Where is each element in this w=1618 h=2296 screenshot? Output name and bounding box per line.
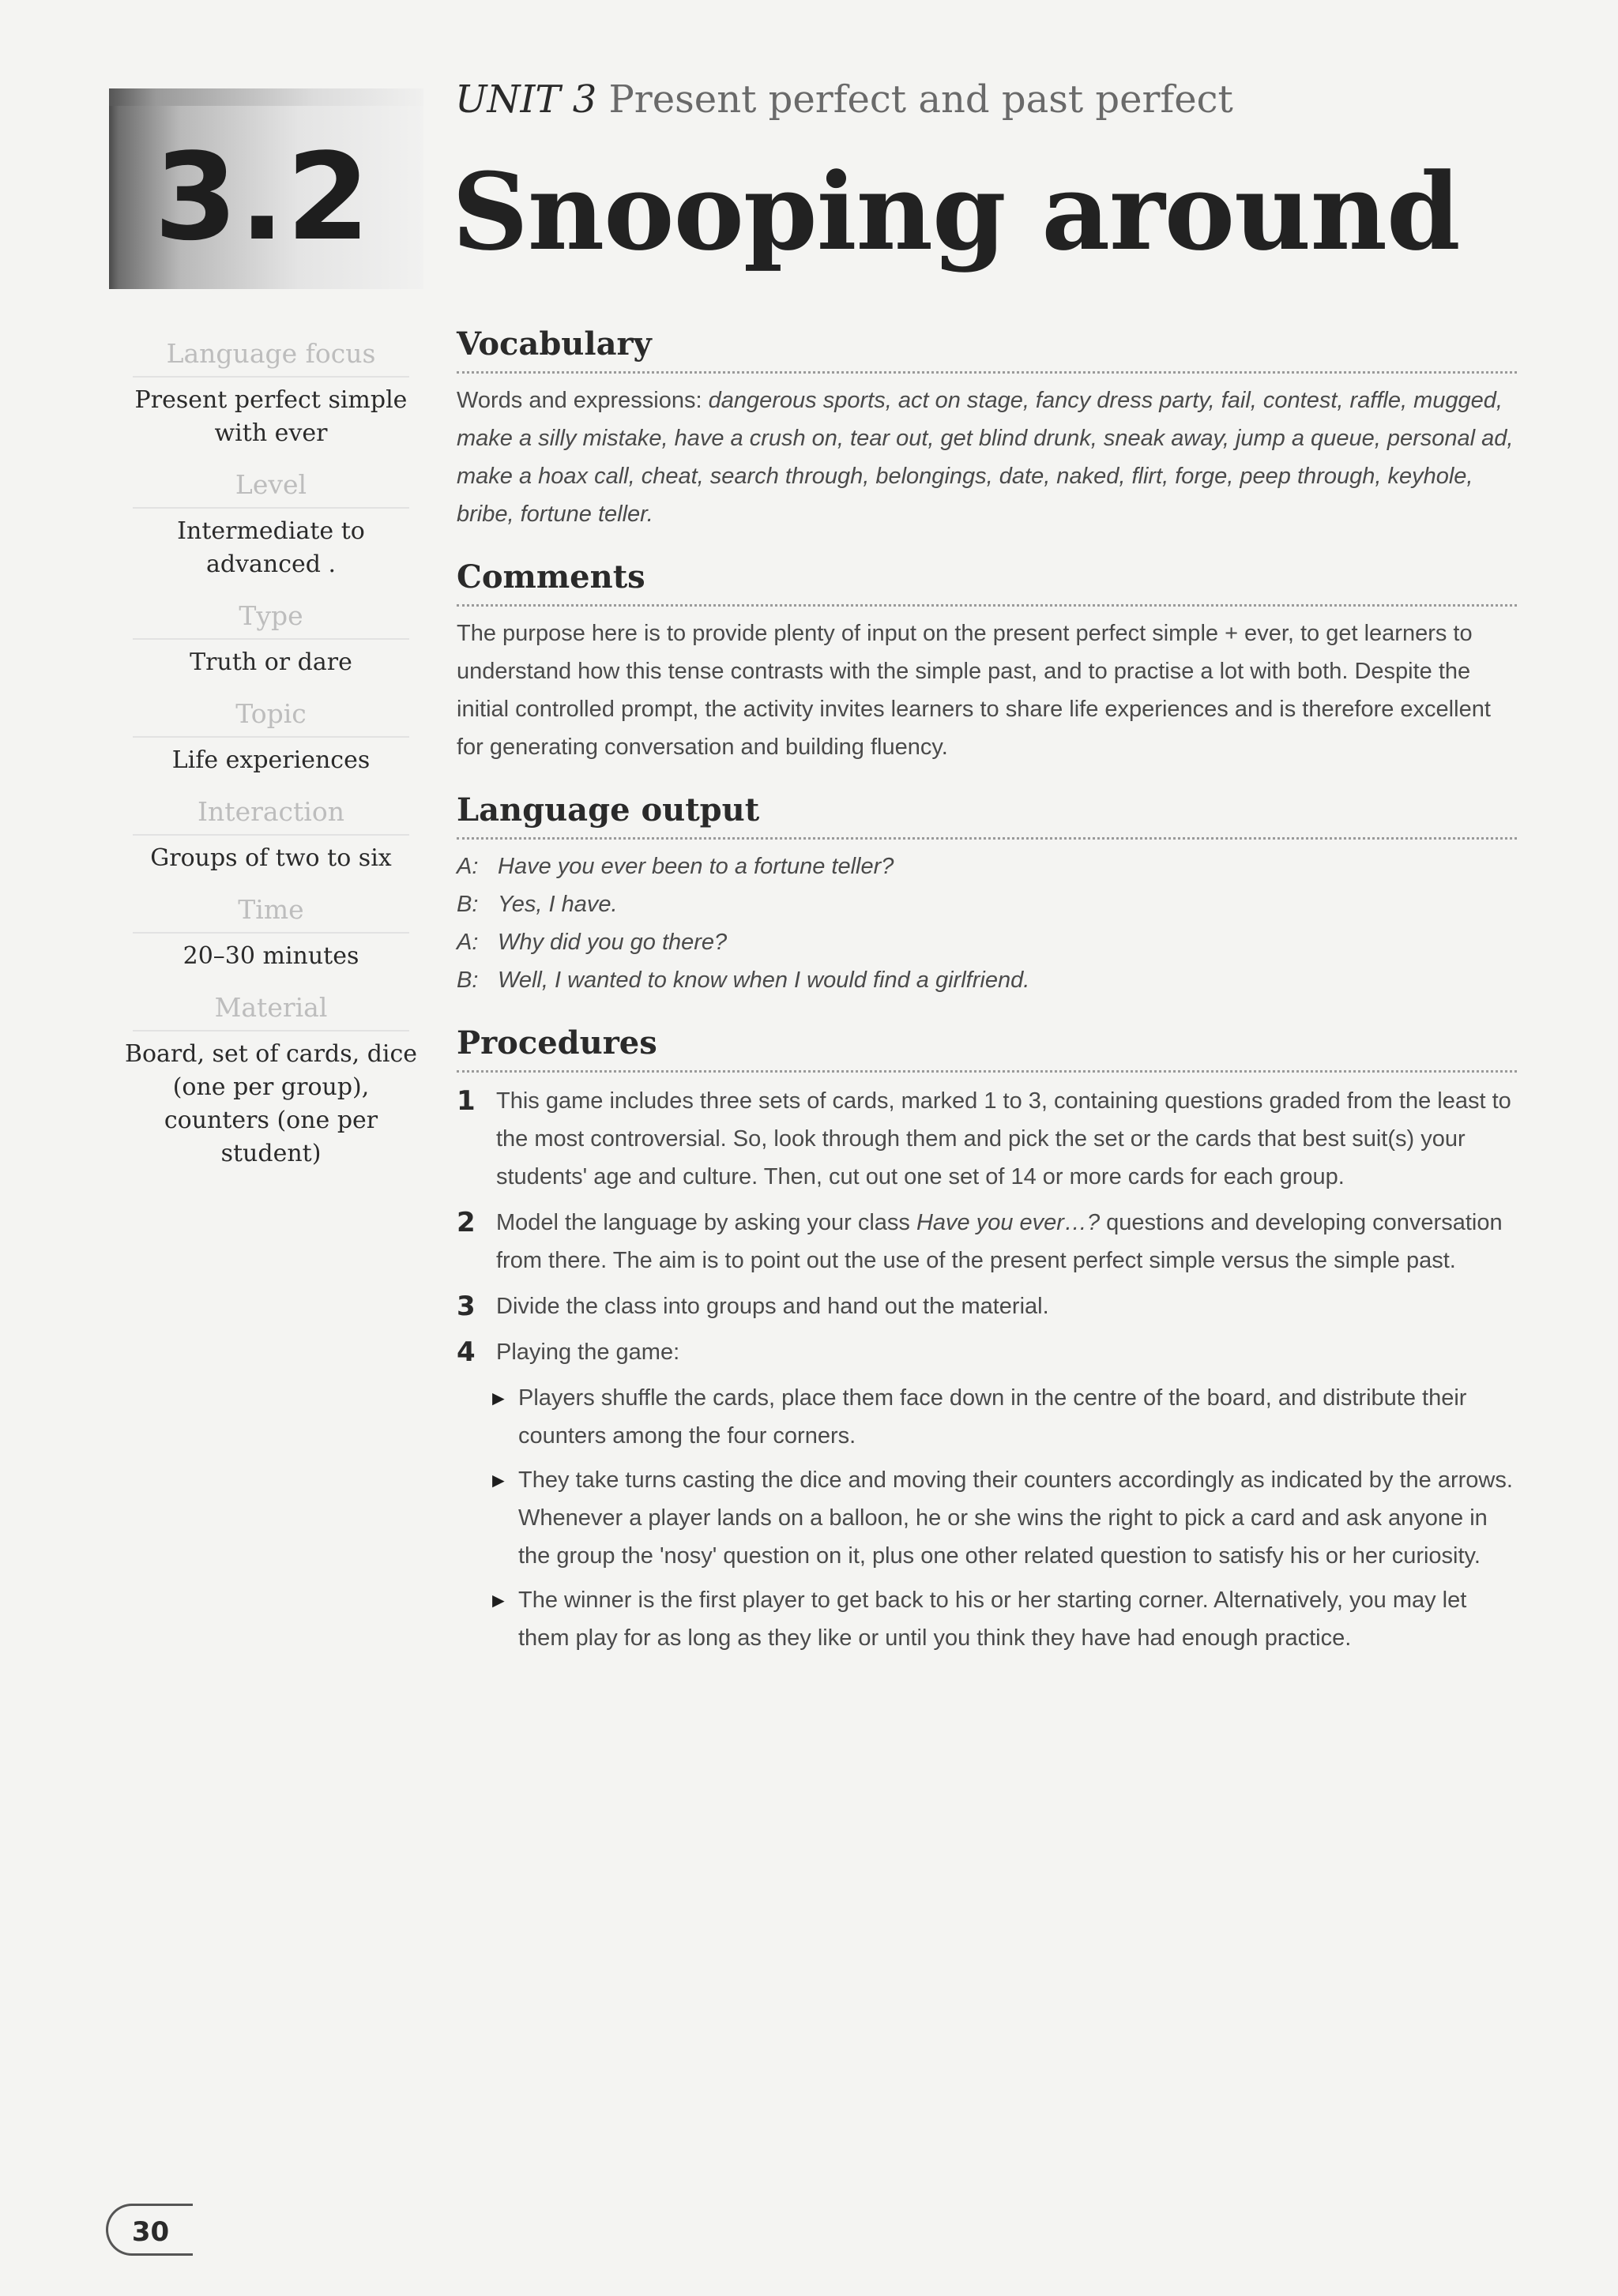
page-number: 30 xyxy=(106,2204,193,2256)
step-text: Playing the game: xyxy=(496,1340,680,1365)
game-rules-list xyxy=(488,1379,1517,1657)
dialogue-text: Yes, I have. xyxy=(498,892,618,917)
dialogue-line xyxy=(457,847,1517,885)
unit-prefix: UNIT 3 xyxy=(455,77,597,122)
sidebar-value: Present perfect simple with ever xyxy=(134,386,408,447)
procedure-step xyxy=(457,1333,1517,1371)
step-text-example: Have you ever…? xyxy=(916,1210,1101,1235)
procedure-step xyxy=(457,1082,1517,1196)
activity-info-sidebar xyxy=(117,332,425,1183)
dialogue-text: Have you ever been to a fortune teller? xyxy=(498,854,894,879)
unit-title: Present perfect and past perfect xyxy=(608,77,1233,122)
sidebar-item-topic xyxy=(117,692,425,790)
vocabulary-text xyxy=(457,381,1517,533)
unit-heading xyxy=(455,76,1233,123)
dialogue-line xyxy=(457,923,1517,961)
section-heading: Procedures xyxy=(457,1021,1517,1073)
vocabulary-intro: Words and expressions: xyxy=(457,388,709,413)
sidebar-label: Interaction xyxy=(133,790,409,836)
list-item-text: They take turns casting the dice and moving their counters accordingly as indicated by the arrows. Whenever a player lands on a balloon, he or she wins the right to pick a card and ask anyone in the group the 'nosy' question on it, plus one other related question to satisfy his or her curiosity. xyxy=(518,1467,1513,1569)
sidebar-value: Truth or dare xyxy=(190,648,352,676)
step-text xyxy=(496,1204,1517,1280)
main-content xyxy=(457,322,1517,1679)
sidebar-label: Material xyxy=(133,986,409,1032)
sidebar-label: Level xyxy=(133,463,409,509)
language-output-section xyxy=(457,788,1517,999)
speaker-label: B: xyxy=(457,968,479,993)
comments-text: The purpose here is to provide plenty of input on the present perfect simple + ever, to get learners to understand how this tense contrasts with the simple past, and to practise a lot with both. Despite the initial controlled prompt, the activity invites learners to share life experiences and is therefore excellent for generating conversation and building fluency. xyxy=(457,621,1491,760)
sidebar-item-language-focus xyxy=(117,332,425,463)
page-title: Snooping around xyxy=(452,149,1460,274)
vocabulary-items: dangerous sports, act on stage, fancy dress party, fail, contest, raffle, mugged, make a silly mistake, have a crush on, tear out, get blind drunk, sneak away, jump a queue, personal ad, make a hoax call, cheat, search through, belongings, date, naked, flirt, forge, peep through, keyhole, bribe, fortune teller. xyxy=(457,388,1514,527)
bullet-arrow-icon: ► xyxy=(488,1588,509,1612)
sidebar-value: Board, set of cards, dice (one per group), counters (one per student) xyxy=(124,1040,418,1167)
vocabulary-section xyxy=(457,322,1517,533)
sidebar-label: Language focus xyxy=(133,332,409,378)
comments-section xyxy=(457,555,1517,766)
sidebar-item-level xyxy=(117,463,425,594)
step-text: This game includes three sets of cards, marked 1 to 3, containing questions graded from the least to the most controversial. So, look through them and pick the set or the cards that best suit(s) your students' age and culture. Then, cut out one set of 14 or more cards for each group. xyxy=(496,1088,1511,1189)
list-item xyxy=(488,1581,1517,1657)
list-item-text: The winner is the first player to get back to his or her starting corner. Alternatively, you may let them play for as long as they like or until you think they have had enough practice. xyxy=(518,1588,1467,1651)
sidebar-label: Time xyxy=(133,888,409,934)
step-number: 3 xyxy=(457,1291,476,1322)
speaker-label: A: xyxy=(457,854,479,879)
sidebar-value: 20–30 minutes xyxy=(182,942,359,970)
dialogue-text: Well, I wanted to know when I would find a girlfriend. xyxy=(498,968,1030,993)
bullet-arrow-icon: ► xyxy=(488,1386,509,1410)
step-number: 1 xyxy=(457,1085,476,1117)
step-text-post: questions and developing conversation from there. The aim is to point out the use of the present perfect simple versus the simple past. xyxy=(496,1210,1503,1273)
dialogue-line xyxy=(457,885,1517,923)
dialogue-text: Why did you go there? xyxy=(498,930,728,955)
list-item-text: Players shuffle the cards, place them face down in the centre of the board, and distribute their counters among the four corners. xyxy=(518,1385,1467,1449)
sidebar-label: Type xyxy=(133,594,409,640)
sidebar-value: Life experiences xyxy=(171,746,371,774)
example-dialogue xyxy=(457,847,1517,999)
speaker-label: A: xyxy=(457,930,479,955)
list-item xyxy=(488,1379,1517,1455)
sidebar-item-interaction xyxy=(117,790,425,888)
sidebar-item-type xyxy=(117,594,425,692)
dialogue-line xyxy=(457,961,1517,999)
sidebar-item-material xyxy=(117,986,425,1183)
section-heading: Comments xyxy=(457,555,1517,607)
step-text-pre: Model the language by asking your class xyxy=(496,1210,916,1235)
list-item xyxy=(488,1461,1517,1575)
step-number: 2 xyxy=(457,1207,476,1238)
sidebar-value: Intermediate to advanced . xyxy=(177,517,365,578)
speaker-label: B: xyxy=(457,892,479,917)
step-number: 4 xyxy=(457,1336,476,1368)
procedures-section xyxy=(457,1021,1517,1657)
section-heading: Vocabulary xyxy=(457,322,1517,374)
sidebar-value: Groups of two to six xyxy=(150,844,392,872)
procedure-step xyxy=(457,1204,1517,1280)
sidebar-item-time xyxy=(117,888,425,986)
procedure-step xyxy=(457,1287,1517,1325)
sidebar-label: Topic xyxy=(133,692,409,738)
section-heading: Language output xyxy=(457,788,1517,840)
unit-number: 3.2 xyxy=(154,127,372,267)
procedure-steps xyxy=(457,1082,1517,1657)
bullet-arrow-icon: ► xyxy=(488,1468,509,1492)
step-text: Divide the class into groups and hand out the material. xyxy=(496,1294,1049,1319)
